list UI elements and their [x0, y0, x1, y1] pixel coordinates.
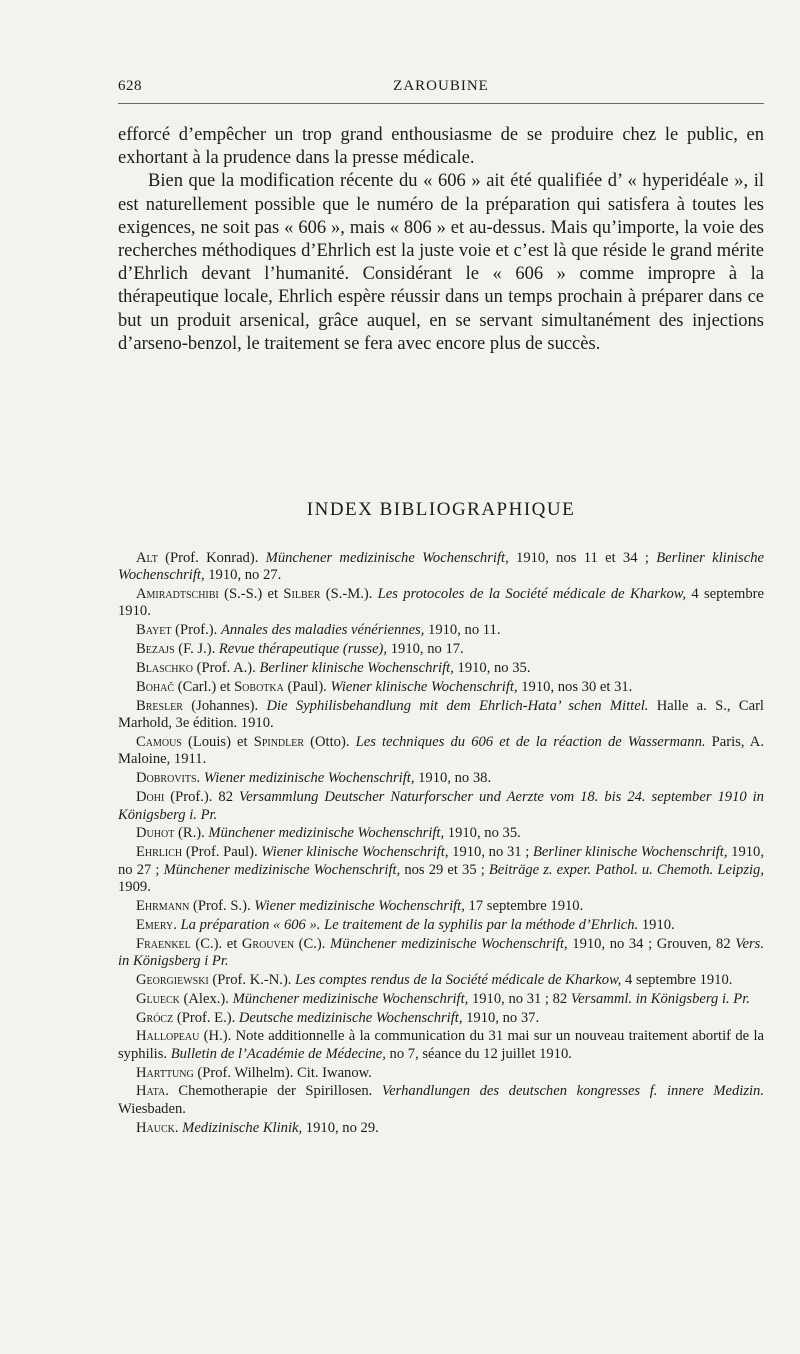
entry-text: Wiesbaden. — [118, 1100, 186, 1117]
entry-author: Bayet — [136, 622, 172, 639]
bibliography-entry — [118, 734, 764, 769]
entry-title: La préparation « 606 ». Le traitement de la syphilis par la méthode d’Ehrlich. — [180, 916, 639, 933]
entry-author: Hallopeau — [136, 1028, 200, 1045]
entry-title: Münchener medizinische Wochenschrift, — [232, 990, 469, 1007]
bibliography-entry — [118, 1083, 764, 1118]
entry-author: Dobrovits — [136, 770, 197, 787]
entry-title: Münchener medizinische Wochenschrift, — [208, 825, 445, 842]
entry-text: (H.). Note additionnelle à la communication du 31 mai sur un nouveau traitement abortif de la syphilis. — [118, 1028, 764, 1062]
entry-author: Dohi — [136, 789, 165, 806]
bibliography-entry — [118, 972, 764, 989]
entry-text: (Prof.). — [171, 622, 221, 639]
entry-text: (Prof. S.). — [189, 897, 255, 914]
entry-text: 1910, nos 11 et 34 ; — [508, 550, 657, 566]
entry-title: Revue thérapeutique (russe), — [218, 641, 388, 658]
entry-author: Amiradtschibi — [136, 586, 219, 603]
entry-text: nos 29 et 35 ; — [400, 861, 489, 878]
entry-author: Camous — [136, 734, 182, 751]
entry-title: Les comptes rendus de la Société médicale de Kharkow, — [295, 971, 622, 988]
entry-text: 4 septembre 1910. — [118, 586, 764, 620]
entry-title: Versamml. in Königsberg i. Pr. — [570, 990, 750, 1007]
bibliography-entry — [118, 586, 764, 621]
bibliography-entry — [118, 1120, 764, 1137]
bibliography-entry — [118, 825, 764, 842]
entry-text: . — [196, 770, 204, 787]
bibliography-entry — [118, 789, 764, 824]
entry-text: Paris, A. Maloine, 1911. — [118, 734, 764, 768]
entry-text: 4 septembre 1910. — [621, 971, 733, 988]
entry-title: Wiener medizinische Wochenschrift, — [254, 897, 465, 914]
entry-text: (Prof.). 82 — [164, 789, 239, 806]
bibliography-entry — [118, 550, 764, 585]
entry-title: Verhandlungen des deutschen kongresses f. innere Medizin. — [381, 1083, 764, 1100]
entry-text: (Alex.). — [179, 990, 233, 1007]
entry-text: 1910, no 17. — [387, 641, 464, 658]
bibliography-entry — [118, 991, 764, 1008]
entry-text: (Prof. E.). — [173, 1009, 239, 1026]
entry-author: Glueck — [136, 990, 180, 1007]
entry-title: Medizinische Klinik, — [182, 1119, 303, 1136]
entry-text: (C.). — [294, 935, 331, 952]
paragraph: Bien que la modification récente du « 606 » ait été qualifiée d’ « hyperidéale », il est naturellement possible que le numéro de la préparation qui satisfera à toutes les exigences, ne soit pas « 606 », mais « 806 » et au-dessus. Mais qu’importe, la voie des recherches méthodiques d’Ehrlich est la juste voie et c’est là que réside le grand mérite d’Ehrlich devant l’humanité. Considérant le « 606 » comme impropre à la thérapeutique locale, Ehrlich espère réussir dans un temps prochain à préparer dans ce but un produit arsenical, grâce auquel, en se servant simultanément des injections d’arseno-benzol, le traitement se fera avec encore plus de succès. — [118, 171, 764, 354]
entry-title: Wiener klinische Wochenschrift, — [261, 844, 449, 861]
entry-author: Bohač — [136, 679, 175, 696]
entry-text: 1910, no 29. — [302, 1119, 379, 1136]
index-title: INDEX BIBLIOGRAPHIQUE — [306, 499, 576, 520]
entry-text: (Prof. Wilhelm). Cit. Iwanow. — [193, 1064, 372, 1081]
entry-text: 1910. — [638, 916, 675, 933]
entry-title: Münchener medizinische Wochenschrift, — [163, 861, 401, 878]
entry-author: Bezajs — [136, 641, 175, 658]
bibliography-list — [118, 550, 764, 1139]
entry-text: 1910, no 27. — [204, 567, 282, 584]
entry-title: Münchener medizinische Wochenschrift, — [330, 935, 568, 952]
entry-text: (S.-S.) et — [218, 586, 284, 603]
entry-text: 1910, no 35. — [444, 825, 521, 842]
entry-title: Wiener klinische Wochenschrift, — [330, 679, 518, 696]
bibliography-entry — [118, 698, 764, 733]
header-rule — [118, 103, 764, 104]
entry-text: 1910, no 31 ; 82 — [468, 990, 571, 1007]
bibliography-entry — [118, 898, 764, 915]
entry-author: Emery — [136, 916, 174, 933]
entry-author: Duhot — [136, 825, 175, 842]
bibliography-entry — [118, 622, 764, 639]
bibliography-entry — [118, 1065, 764, 1082]
entry-text: 1910, no 27 ; — [118, 844, 764, 878]
entry-text: (C.). et — [190, 935, 242, 952]
entry-text: . — [174, 1119, 183, 1136]
entry-author: Harttung — [136, 1064, 194, 1081]
entry-author: Fraenkel — [136, 935, 191, 952]
entry-author: Grouven — [241, 935, 295, 952]
entry-author: Grócz — [136, 1009, 174, 1026]
bibliography-entry — [118, 844, 764, 896]
entry-text: 1910, no 11. — [424, 622, 501, 639]
entry-text: (Prof. Paul). — [182, 844, 262, 861]
entry-title: Annales des maladies vénériennes, — [220, 622, 425, 639]
entry-text: (Paul). — [283, 679, 331, 696]
entry-text: (Prof. K.-N.). — [208, 971, 296, 988]
entry-author: Sobotka — [234, 679, 284, 696]
entry-title: Münchener medizinische Wochenschrift, — [265, 550, 509, 566]
entry-author: Ehrmann — [136, 897, 190, 914]
body-text — [118, 124, 764, 356]
entry-author: Hata — [136, 1083, 166, 1100]
entry-author: Ehrlich — [136, 844, 183, 861]
entry-text: (Johannes). — [182, 697, 267, 714]
entry-title: Vers. in Königsberg i Pr. — [118, 935, 764, 969]
entry-text: 1910, no 38. — [414, 770, 492, 787]
running-title: ZAROUBINE — [393, 78, 489, 94]
entry-author: Spindler — [253, 734, 305, 751]
entry-author: Blaschko — [136, 660, 193, 677]
entry-text: 1910, no 31 ; — [448, 844, 533, 861]
entry-text: (Prof. A.). — [192, 660, 260, 677]
entry-title: Versammlung Deutscher Naturforscher und Aerzte vom 18. bis 24. september 1910 in Königsberg i. Pr. — [118, 789, 764, 823]
entry-author: Bresler — [136, 697, 183, 714]
entry-title: Deutsche medizinische Wochenschrift, — [238, 1009, 463, 1026]
entry-title: Beiträge z. exper. Pathol. u. Chemoth. Leipzig, — [488, 861, 765, 878]
bibliography-entry — [118, 641, 764, 658]
entry-title: Les techniques du 606 et de la réaction de Wassermann. — [355, 734, 706, 751]
entry-text: 1910, no 37. — [462, 1009, 540, 1026]
bibliography-entry — [118, 679, 764, 696]
paragraph: efforcé d’empêcher un trop grand enthousiasme de se produire chez le public, en exhortant à la prudence dans la presse médicale. — [118, 125, 764, 169]
entry-title: Berliner klinische Wochenschrift, — [118, 550, 764, 584]
entry-title: Bulletin de l’Académie de Médecine, — [170, 1045, 386, 1062]
entry-text: 1910, nos 30 et 31. — [517, 679, 633, 696]
page-header — [118, 76, 764, 100]
entry-text: (Prof. Konrad). — [157, 550, 266, 566]
entry-author: Hauck — [136, 1119, 175, 1136]
entry-text: . — [173, 916, 181, 933]
entry-author: Georgiewski — [136, 971, 209, 988]
entry-text: no 7, séance du 12 juillet 1910. — [385, 1045, 572, 1062]
entry-text: (Otto). — [304, 734, 356, 751]
entry-title: Wiener medizinische Wochenschrift, — [203, 770, 415, 787]
entry-text: Halle a. S., Carl Marhold, 3e édition. 1910. — [118, 697, 764, 732]
bibliography-entry — [118, 936, 764, 971]
entry-text: 17 septembre 1910. — [464, 897, 584, 914]
entry-author: Silber — [283, 586, 321, 603]
bibliography-entry — [118, 660, 764, 677]
bibliography-entry — [118, 917, 764, 934]
entry-text: . Chemotherapie der Spirillosen. — [165, 1083, 382, 1100]
entry-title: Berliner klinische Wochenschrift, — [532, 844, 728, 861]
entry-text: (R.). — [174, 825, 209, 842]
entry-text: (F. J.). — [174, 641, 219, 658]
entry-text: 1909. — [118, 878, 151, 895]
entry-title: Berliner klinische Wochenschrift, — [259, 660, 454, 677]
bibliography-entry — [118, 1028, 764, 1063]
entry-text: 1910, no 35. — [453, 660, 531, 677]
entry-text: (Louis) et — [181, 734, 254, 751]
entry-author: Alt — [136, 550, 158, 566]
entry-title: Die Syphilisbehandlung mit dem Ehrlich-Hata’ schen Mittel. — [266, 697, 649, 714]
entry-text: 1910, no 34 ; Grouven, 82 — [567, 935, 736, 952]
entry-title: Les protocoles de la Société médicale de Kharkow, — [377, 586, 687, 603]
bibliography-entry — [118, 770, 764, 787]
bibliography-entry — [118, 1010, 764, 1027]
entry-text: (S.-M.). — [320, 586, 378, 603]
page-number: 628 — [118, 78, 142, 94]
entry-text: (Carl.) et — [174, 679, 235, 696]
